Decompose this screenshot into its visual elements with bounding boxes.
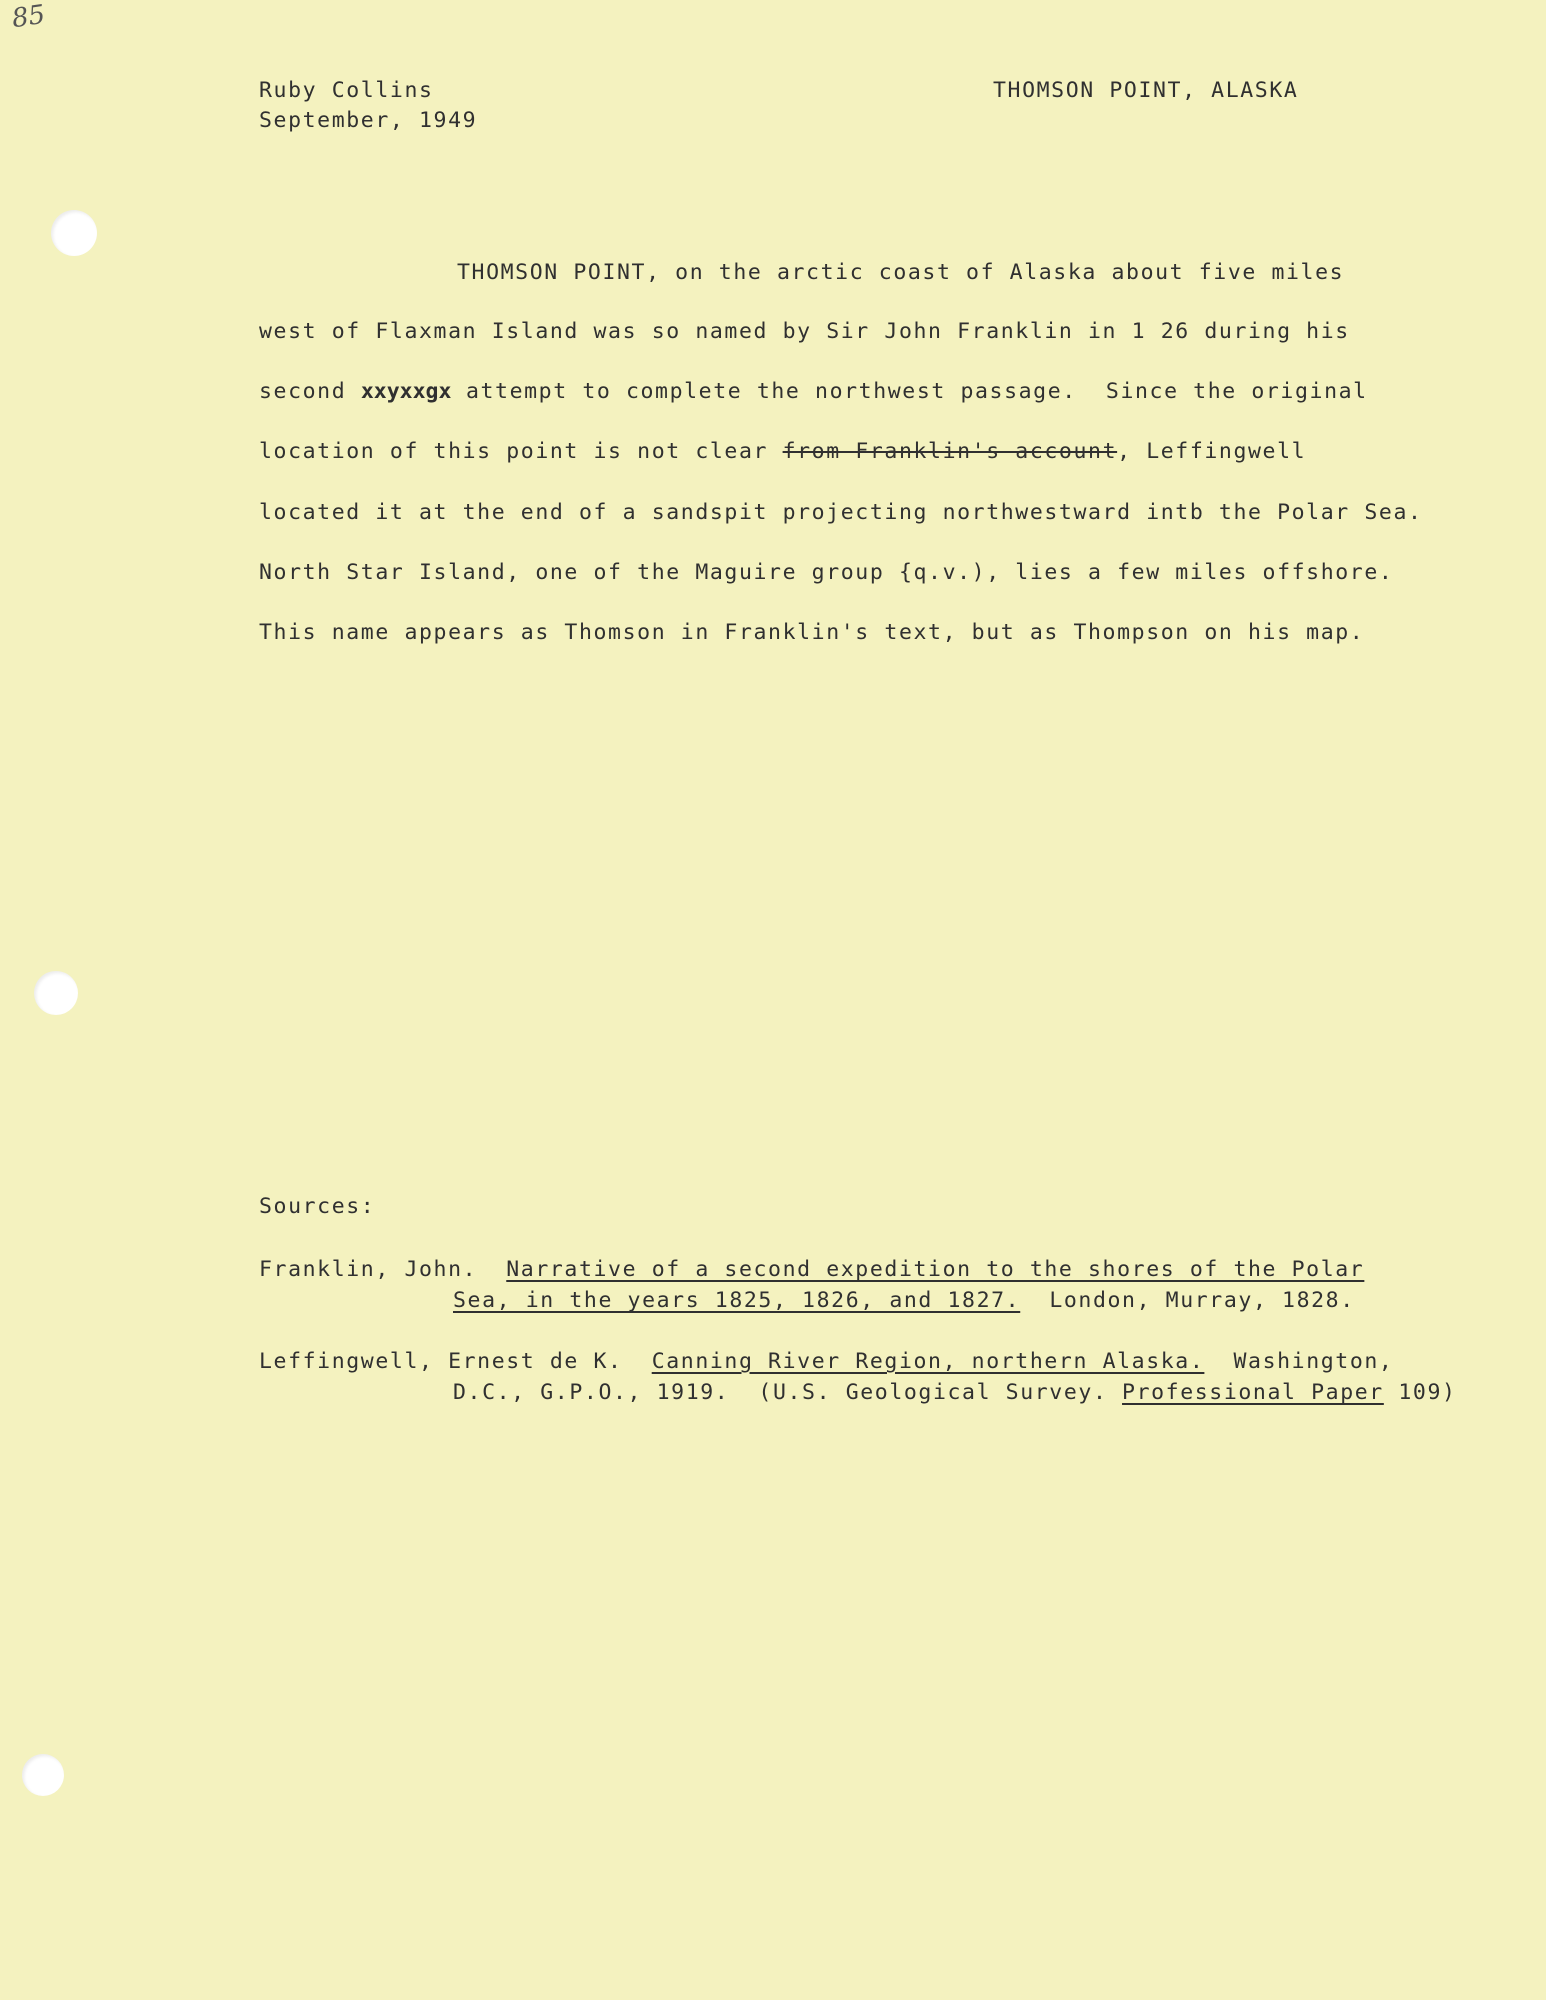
text-segment: location of this point is not clear — [259, 439, 783, 464]
author-name: Ruby Collins — [259, 78, 434, 103]
text-segment: second — [259, 379, 361, 404]
reference-place: Washington, — [1204, 1349, 1394, 1374]
reference-number: 109) — [1383, 1380, 1457, 1405]
reference-title: Canning River Region, northern Alaska. — [651, 1349, 1205, 1374]
reference-line — [453, 1380, 1457, 1405]
reference-author: Leffingwell, Ernest de K. — [259, 1349, 652, 1374]
document-title: THOMSON POINT, ALASKA — [993, 78, 1299, 103]
handwritten-corner-mark: 85 — [10, 0, 48, 35]
reference-publisher: D.C., G.P.O., 1919. (U.S. Geological Survey. — [453, 1380, 1123, 1405]
paragraph-line: located it at the end of a sandspit projecting northwestward intb the Polar Sea. — [259, 500, 1423, 525]
punch-hole — [51, 210, 97, 256]
reference-line — [453, 1288, 1355, 1313]
paragraph-line: THOMSON POINT, on the arctic coast of Alaska about five miles — [457, 260, 1345, 285]
struck-through-text: from Franklin's account — [782, 439, 1118, 464]
reference-line — [259, 1257, 1364, 1282]
paragraph-line: North Star Island, one of the Maguire group {q.v.), lies a few miles offshore. — [259, 560, 1394, 585]
reference-title: Narrative of a second expedition to the shores of the Polar — [506, 1257, 1365, 1282]
paragraph-line: This name appears as Thomson in Franklin's text, but as Thompson on his map. — [259, 620, 1365, 645]
paragraph-line: west of Flaxman Island was so named by Sir John Franklin in 1 26 during his — [259, 319, 1350, 344]
text-segment: , Leffingwell — [1117, 439, 1307, 464]
reference-series: Professional Paper — [1122, 1380, 1384, 1405]
reference-publisher: London, Murray, 1828. — [1020, 1288, 1355, 1313]
typed-over-word: xxyxxgx — [360, 379, 452, 404]
punch-hole — [22, 1754, 64, 1796]
reference-line — [259, 1349, 1393, 1374]
punch-hole — [34, 971, 78, 1015]
text-segment: attempt to complete the northwest passage. Since the original — [451, 379, 1368, 404]
sources-heading: Sources: — [259, 1194, 376, 1219]
document-date: September, 1949 — [259, 108, 478, 133]
paragraph-line — [259, 379, 1368, 404]
paragraph-line — [259, 439, 1306, 464]
reference-author: Franklin, John. — [259, 1257, 507, 1282]
reference-title: Sea, in the years 1825, 1826, and 1827. — [453, 1288, 1021, 1313]
